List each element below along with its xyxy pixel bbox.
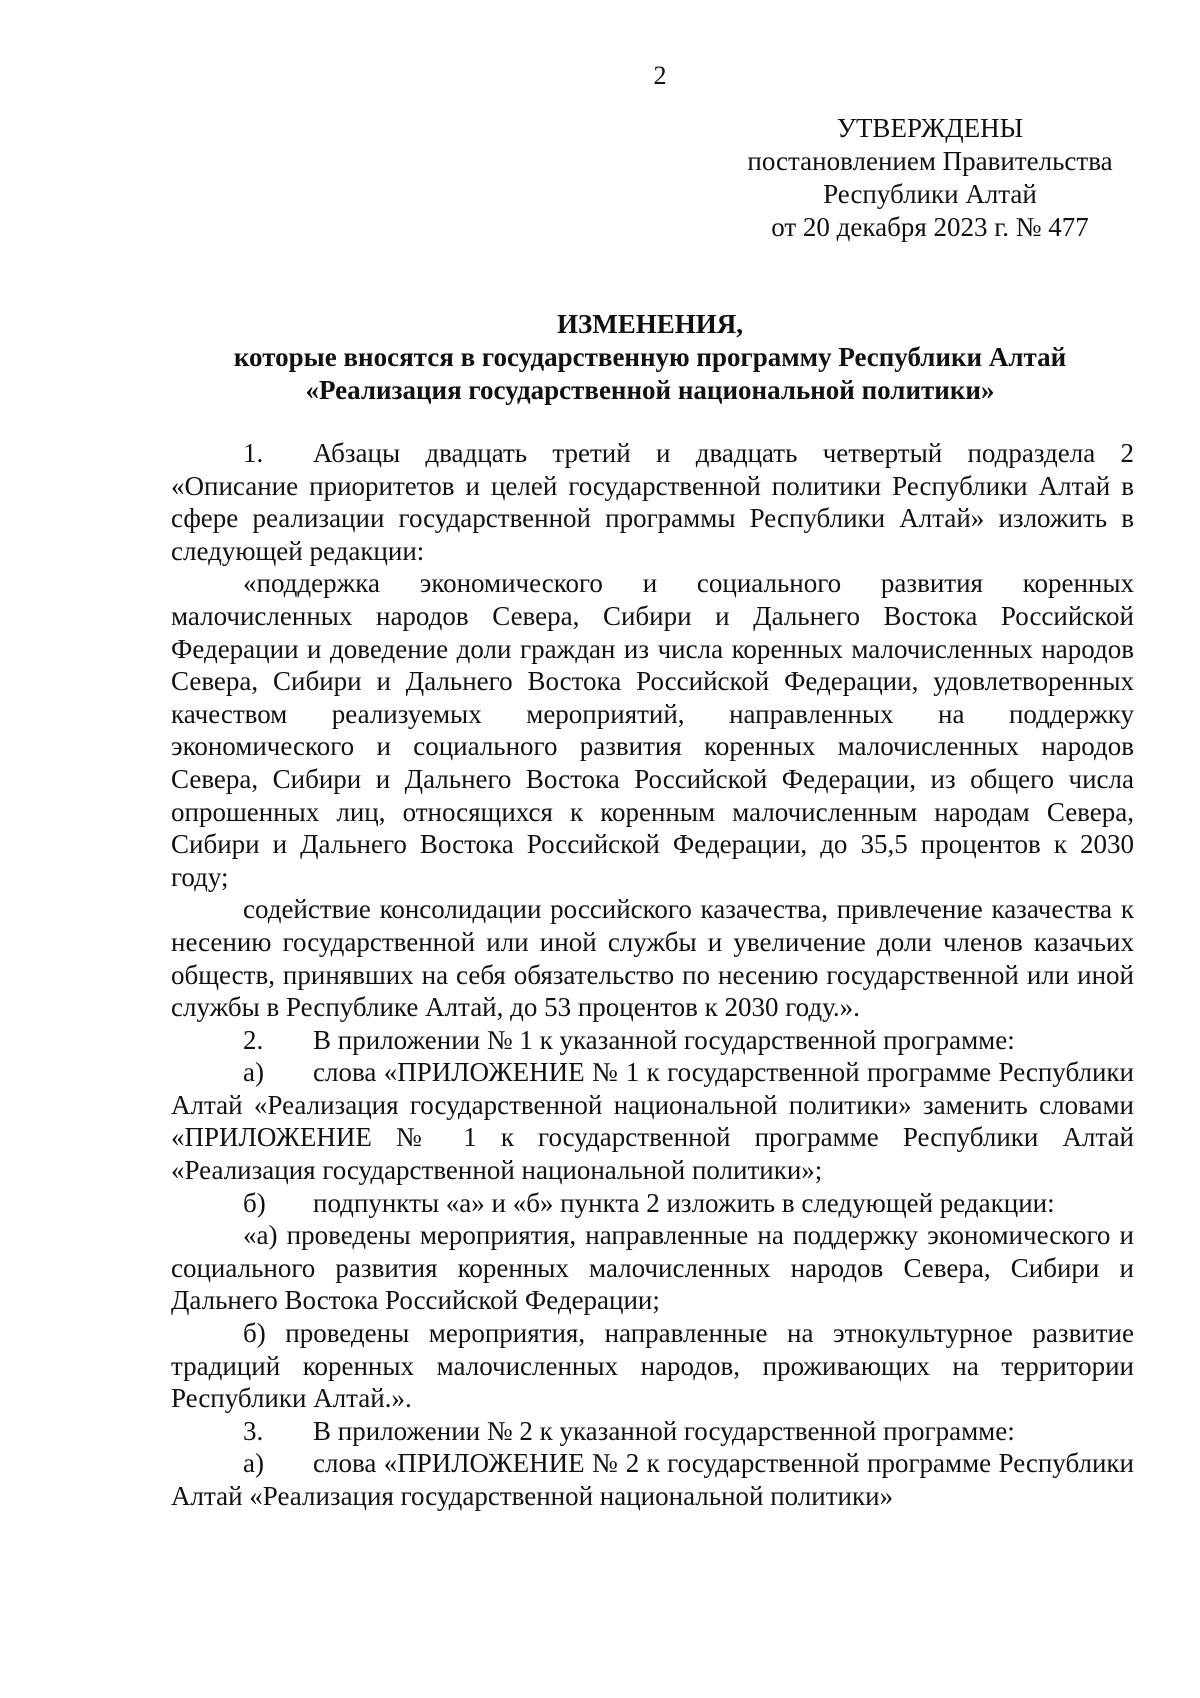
document-body [171, 437, 1134, 1513]
heading-program-name: «Реализация государственной национальной политики» [305, 375, 995, 405]
paragraph-subitem-a [171, 1056, 1134, 1186]
document-heading [170, 308, 1130, 407]
item-text: В приложении № 2 к указанной государственной программе: [313, 1415, 1015, 1446]
paragraph: содействие консолидации российского казачества, привлечение казачества к несению государственной или иной службы и увеличение доли членов казачьих обществ, принявших на себя обязательство по несению государственной или иной службы в Республике Алтай, до 53 процентов к 2030 году.». [171, 894, 1134, 1023]
paragraph-item-3 [171, 1415, 1134, 1448]
item-text: слова «ПРИЛОЖЕНИЕ № 2 к государственной программе Республики Алтай «Реализация государственной национальной политики» [171, 1448, 1134, 1511]
approval-line: постановлением Правительства [747, 146, 1113, 176]
approval-line: Республики Алтай [823, 179, 1037, 209]
paragraph-item-2 [171, 1024, 1134, 1057]
paragraph: «поддержка экономического и социального развития коренных малочисленных народов Севера, Сибири и Дальнего Востока Российской Федерации и доведение доли граждан из числа коренных малочисленных народов Севера, Сибири и Дальнего Востока Российской Федерации, удовлетворенных качеством реализуемых мероприятий, направленных на поддержку экономического и социального развития коренных малочисленных народов Севера, Сибири и Дальнего Востока Российской Федерации, из общего числа опрошенных лиц, относящихся к коренным малочисленным народам Севера, Сибири и Дальнего Востока Российской Федерации, до 35,5 процентов к 2030 году; [171, 568, 1134, 892]
item-number: а) [243, 1448, 264, 1479]
paragraph-subitem-b [171, 1187, 1134, 1220]
paragraph-item-1 [171, 437, 1134, 567]
heading-title: ИЗМЕНЕНИЯ, [556, 309, 743, 339]
approval-title: УТВЕРЖДЕНЫ [836, 113, 1024, 143]
item-number: 2. [243, 1024, 264, 1055]
approval-block [720, 112, 1140, 244]
item-number: 1. [243, 438, 264, 468]
item-number: 3. [243, 1415, 264, 1446]
item-text: В приложении № 1 к указанной государственной программе: [313, 1024, 1015, 1055]
heading-subtitle: которые вносятся в государственную программу Республики Алтай [233, 342, 1067, 372]
item-text: слова «ПРИЛОЖЕНИЕ № 1 к государственной программе Республики Алтай «Реализация государственной национальной политики» заменить словами «ПРИЛОЖЕНИЕ № 1 к государственной программе Республики Алтай «Реализация государственной национальной политики»; [171, 1057, 1134, 1186]
item-number: а) [243, 1057, 264, 1088]
page-number: 2 [653, 61, 667, 90]
paragraph-subitem-a [171, 1447, 1134, 1512]
item-number: б) [243, 1187, 266, 1218]
item-text: подпункты «а» и «б» пункта 2 изложить в следующей редакции: [313, 1187, 1055, 1218]
paragraph: «а) проведены мероприятия, направленные на поддержку экономического и социального развития коренных малочисленных народов Севера, Сибири и Дальнего Востока Российской Федерации; [171, 1220, 1134, 1316]
item-text: Абзацы двадцать третий и двадцать четвертый подраздела 2 «Описание приоритетов и целей государственной политики Республики Алтай в сфере реализации государственной программы Республики Алтай» изложить в следующей редакции: [171, 438, 1134, 566]
approval-date: от 20 декабря 2023 г. № 477 [771, 212, 1089, 242]
paragraph: б) проведены мероприятия, направленные на этнокультурное развитие традиций коренных малочисленных народов, проживающих на территории Республики Алтай.». [171, 1318, 1134, 1414]
